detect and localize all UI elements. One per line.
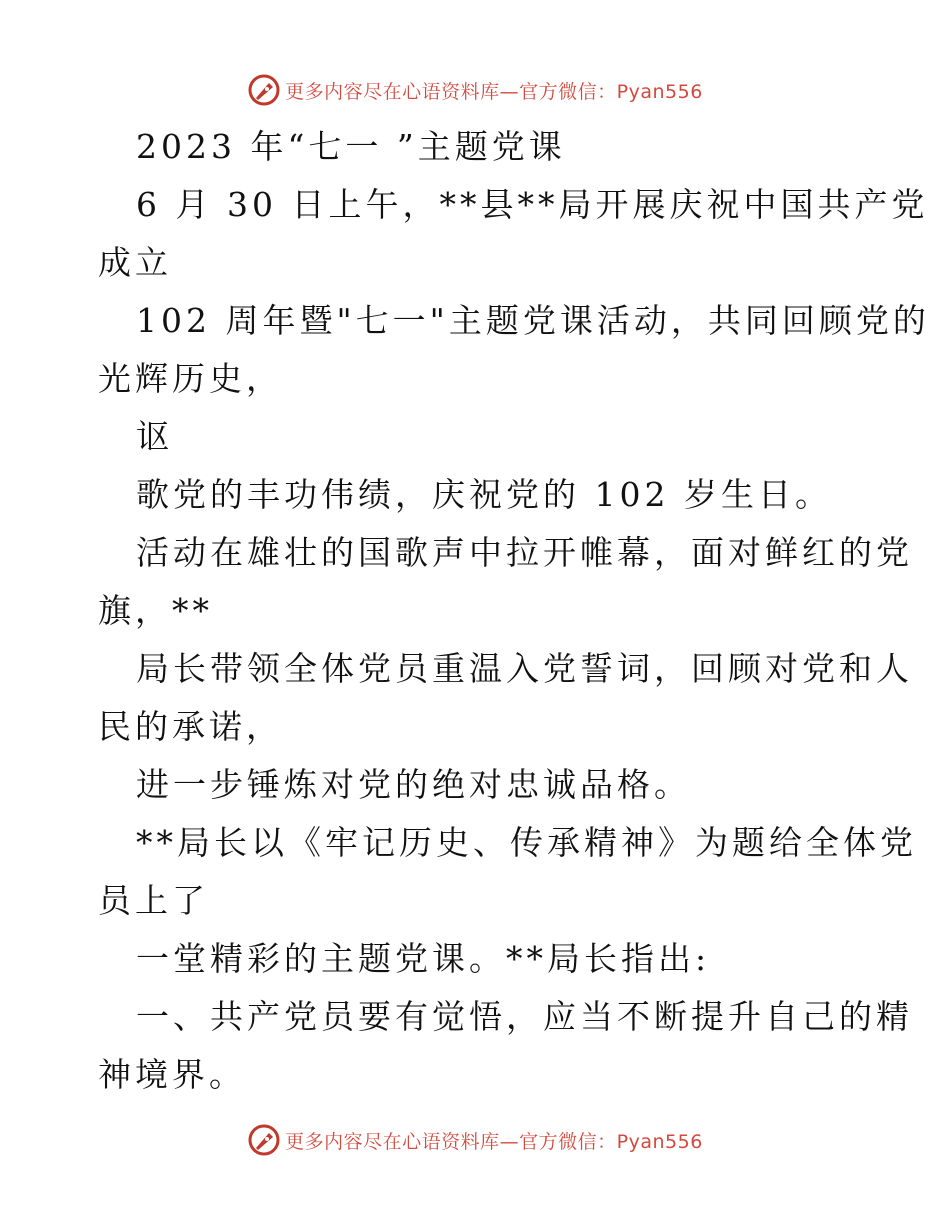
paragraph-line: 进一步锤炼对党的绝对忠诚品格。 <box>136 765 691 804</box>
paragraph-line: **局长以《牢记历史、传承精神》为题给全体党 <box>136 823 917 862</box>
paragraph-line: 2023 年“七一 ”主题党课 <box>136 127 566 166</box>
paragraph-line: 成立 <box>98 243 172 282</box>
paragraph-line: 102 周年暨"七一"主题党课活动，共同回顾党的 <box>136 301 930 340</box>
paragraph-line: 局长带领全体党员重温入党誓词，回顾对党和人 <box>136 649 913 688</box>
watermark-text: 更多内容尽在心语资料库—官方微信：Pyan556 <box>285 80 703 103</box>
footer-watermark-banner <box>0 1120 950 1160</box>
header-watermark-banner <box>0 70 950 110</box>
paragraph-line: 员上了 <box>98 881 209 920</box>
paragraph-line: 活动在雄壮的国歌声中拉开帷幕，面对鲜红的党 <box>136 533 913 572</box>
paragraph-line: 歌党的丰功伟绩，庆祝党的 102 岁生日。 <box>136 475 832 514</box>
paragraph-line: 讴 <box>136 417 173 456</box>
document-body <box>98 118 930 1104</box>
paragraph-line: 一堂精彩的主题党课。**局长指出: <box>136 939 711 978</box>
pen-nib-icon <box>247 1123 281 1157</box>
paragraph-line: 一、共产党员要有觉悟，应当不断提升自己的精 <box>136 997 913 1036</box>
paragraph-line: 旗，** <box>98 591 213 630</box>
watermark-text: 更多内容尽在心语资料库—官方微信：Pyan556 <box>285 1130 703 1153</box>
paragraph-line: 民的承诺， <box>98 707 283 746</box>
paragraph-line: 神境界。 <box>98 1055 246 1094</box>
pen-nib-icon <box>247 73 281 107</box>
paragraph-line: 6 月 30 日上午，**县**局开展庆祝中国共产党 <box>136 185 929 224</box>
paragraph-line: 光辉历史， <box>98 359 283 398</box>
